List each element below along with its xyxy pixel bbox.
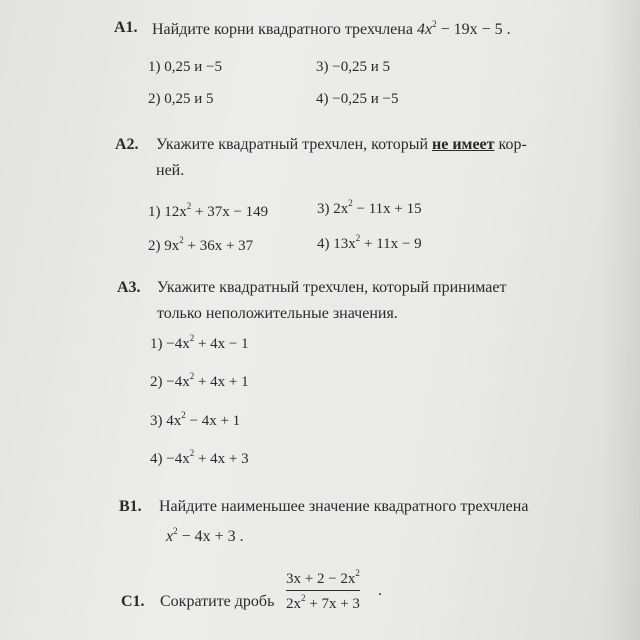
a1-option-1: 1) 0,25 и −5 <box>148 59 222 75</box>
a3-label: A3. <box>117 279 141 296</box>
a3-option-3: 3) $4x^2 - 4x + 1$ <box>150 410 241 429</box>
c1-numerator: $3x + 2 - 2x^2$ <box>286 568 360 587</box>
a1-expression: $4x^2 - 19x - 5$ . <box>416 19 511 38</box>
a2-option-4: 4) $13x^2 + 11x - 9$ <box>317 233 422 252</box>
a2-label: A2. <box>115 136 139 153</box>
a2-question: Укажите квадратный трехчлен, который не имеет кор- <box>156 136 527 153</box>
c1-period: . <box>378 582 382 599</box>
a2-emphasis: не имеет <box>432 136 495 153</box>
page-shadow <box>600 0 640 640</box>
b1-expression: $x^2 - 4x + 3$ . <box>166 526 244 545</box>
a2-question-cont: ней. <box>156 162 185 179</box>
a2-option-2: 2) $9x^2 + 36x + 37$ <box>148 235 254 254</box>
a1-option-4: 4) −0,25 и −5 <box>316 91 399 107</box>
a2-option-1: 1) $12x^2 + 37x - 149$ <box>148 201 269 220</box>
c1-denominator: $2x^2 + 7x + 3$ <box>286 593 360 612</box>
c1-question: Сократите дробь <box>160 593 275 610</box>
a1-option-2: 2) 0,25 и 5 <box>148 91 214 107</box>
a3-option-1: $1) -4x^2 + 4x - 1$ <box>150 333 249 352</box>
a1-option-3: 3) −0,25 и 5 <box>316 59 390 75</box>
c1-label: C1. <box>121 593 145 610</box>
c1-fraction <box>286 568 360 613</box>
a1-label: A1. <box>114 19 138 36</box>
a3-option-4: $4) -4x^2 + 4x + 3$ <box>150 448 249 467</box>
b1-label: B1. <box>119 498 142 515</box>
fraction-bar <box>286 590 360 591</box>
a3-question-cont: только неположительные значения. <box>157 305 398 322</box>
b1-question: Найдите наименьшее значение квадратного трехчлена <box>159 498 529 515</box>
a2-option-3: 3) $2x^2 - 11x + 15$ <box>317 198 422 217</box>
a3-question: Укажите квадратный трехчлен, который принимает <box>157 279 507 296</box>
a3-option-2: $2) -4x^2 + 4x + 1$ <box>150 371 249 390</box>
a1-question: Найдите корни квадратного трехчлена $4x^2 - 19x - 5$ . <box>152 19 511 38</box>
